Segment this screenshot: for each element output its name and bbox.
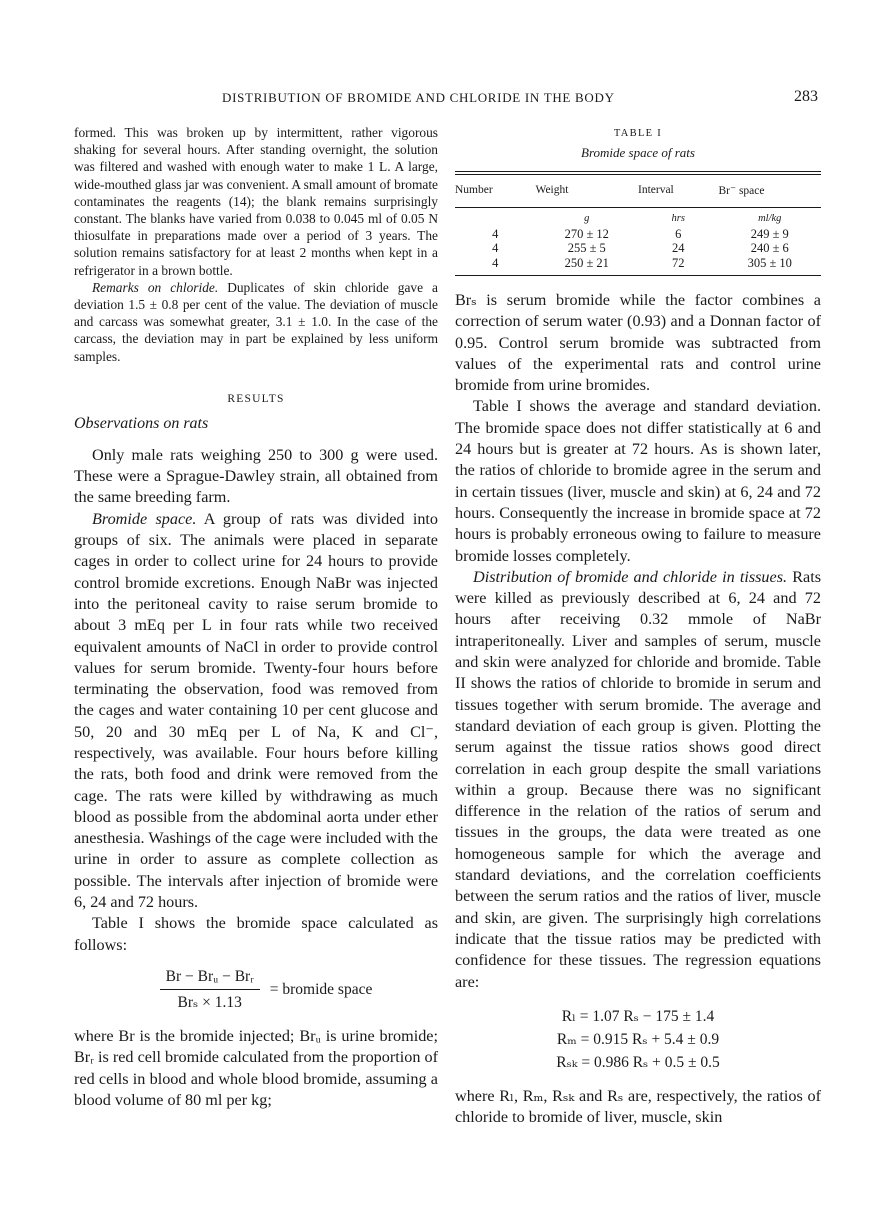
paragraph-brs: Brₛ is serum bromide while the factor combines a correction of serum water (0.93) and a Donnan factor of 0.95. Control serum bromide was subtracted from values of the experimental rats and control urine bromide from urine bromides. <box>455 291 821 395</box>
bromide-space-text: A group of rats was divided into groups of six. The animals were placed in separate cages in order to collect urine for 24 hours to provide control bromide excretions. Enough NaBr was injected into the peritoneal cavity to raise serum bromide to about 3 mEq per L in four rats while two received equivalent amounts of NaCl in order to provide control values for serum bromide. Twenty-four hours before terminating the observation, food was removed from the cages and water containing 10 per cent glucose and 50, 20 and 30 mEq per L of Na, K and Cl⁻, respectively, was available. Four hours before killing the rats, both food and drink were removed from the cage. The rats were killed by withdrawing as much blood as possible from the abdominal aorta under ether anesthesia. Washings of the cage were included with the urine in order to assure as complete collection as possible. The intervals after injection of bromide were 6, 24 and 72 hours. <box>74 509 438 912</box>
table-row <box>455 241 821 256</box>
cell-interval: 24 <box>671 241 685 255</box>
cell-number: 4 <box>492 241 499 255</box>
unit-interval: hrs <box>671 213 685 224</box>
paragraph-where-br: where Br is the bromide injected; Brᵤ is urine bromide; Brᵣ is red cell bromide calculated from the proportion of red cells in blood and whole blood bromide, assuming a blood volume of 80 ml per kg; <box>74 1026 438 1109</box>
cell-interval: 6 <box>675 226 682 241</box>
results-body <box>74 445 438 1111</box>
table-title: Bromide space of rats <box>581 145 695 160</box>
cell-number: 4 <box>492 255 499 270</box>
page-header <box>74 90 818 112</box>
equation-skin: Rₛₖ = 0.986 Rₛ + 0.5 ± 0.5 <box>556 1053 720 1071</box>
cell-br-space: 305 ± 10 <box>747 255 792 270</box>
distribution-text: Rats were killed as previously described at 6, 24 and 72 hours after receiving 0.32 mmole of NaBr intraperitoneally. Liver and samples of serum, muscle and skin were analyzed for chloride and bromide. Table II shows the ratios of chloride to bromide in serum and tissues together with serum bromide. The average and standard deviation of each group is given. Plotting the serum against the tissue ratios shows good direct correlation in each group despite the small variations within a group. Because there was no significant difference in the relation of the ratios of serum and tissues in the groups, the data were treated as one homogeneous sample for which the average and standard deviations, and the correlation coefficients between the serum ratios and the ratios of liver, muscle and skin, are given. The surprisingly high correlations indicate that the tissue ratios may be predicted with confidence for these tissues. The regression equations are: <box>455 567 821 991</box>
bromide-space-title: Bromide space. <box>92 509 197 528</box>
unit-number <box>455 208 536 227</box>
running-head: DISTRIBUTION OF BROMIDE AND CHLORIDE IN THE BODY <box>222 90 615 105</box>
equation-muscle: Rₘ = 0.915 Rₛ + 5.4 ± 0.9 <box>556 1030 720 1048</box>
remarks-title: Remarks on chloride. <box>92 279 219 295</box>
table-header-row <box>455 175 821 207</box>
cell-weight: 255 ± 5 <box>567 241 606 255</box>
table-units-row <box>455 208 821 227</box>
formula-fraction <box>160 968 260 1012</box>
paragraph-where-r: where Rₗ, Rₘ, Rₛₖ and Rₛ are, respectively, the ratios of chloride to bromide of liver, muscle, skin <box>455 1086 821 1127</box>
cell-br-space: 249 ± 9 <box>750 226 789 241</box>
remarks-text: Duplicates of skin chloride gave a deviation 1.5 ± 0.8 per cent of the value. The deviation of muscle and carcass was somewhat greater, 3.1 ± 1.0. In the case of the carcass, the deviation may in part be explained by less uniform samples. <box>74 279 438 364</box>
paragraph-table-shows: Table I shows the bromide space calculated as follows: <box>74 914 438 954</box>
paragraph-table1-shows: Table I shows the average and standard deviation. The bromide space does not differ statistically at 6 and 24 hours but is greater at 72 hours. As is shown later, the ratios of chloride to bromide agree in the serum and in certain tissues (liver, muscle and skin) at 6, 24 and 72 hours. Consequently the increase in bromide space at 72 hours is probably erroneous owing to failure to measure bromide losses completely. <box>455 397 821 565</box>
cell-weight: 250 ± 21 <box>564 255 609 270</box>
cell-interval: 72 <box>671 255 685 270</box>
distribution-title: Distribution of bromide and chloride in tissues. <box>473 567 788 586</box>
table-row <box>455 227 821 242</box>
header-interval: Interval <box>637 184 674 196</box>
unit-br-space: ml/kg <box>758 213 782 224</box>
paragraph-only-male: Only male rats weighing 250 to 300 g were used. These were a Sprague-Dawley strain, all obtained from the same breeding farm. <box>74 445 438 507</box>
table-1 <box>455 128 821 276</box>
left-column <box>74 124 438 1111</box>
observations-heading: Observations on rats <box>74 414 209 432</box>
results-heading: RESULTS <box>227 392 285 405</box>
paragraph-formed: formed. This was broken up by intermittent, rather vigorous shaking for several hours. After standing overnight, the solution was filtered and washed with enough water to make 1 L. A large, wide-mouthed glass jar was convenient. A small amount of bromate contaminates the reagents (14); the blank remains surprisingly constant. The blanks have varied from 0.038 to 0.045 ml of 0.05 N thiosulfate in preparations made over a period of 3 years. The solution remains satisfactory for at least 2 months when kept in a refrigerator in a brown bottle. <box>74 125 438 278</box>
right-body <box>455 290 821 1128</box>
cell-br-space: 240 ± 6 <box>750 241 789 255</box>
table-row <box>455 256 821 271</box>
table-bottom-rule <box>455 275 821 276</box>
bromide-space-formula <box>94 968 438 1012</box>
paragraph-distribution <box>455 567 821 993</box>
cell-weight: 270 ± 12 <box>564 226 609 241</box>
formula-rhs: = bromide space <box>269 980 373 998</box>
right-column <box>455 124 821 1128</box>
methods-continuation <box>74 124 438 365</box>
cell-number: 4 <box>492 226 499 241</box>
bromide-space-table <box>455 175 821 270</box>
regression-equations <box>455 1005 821 1074</box>
header-weight: Weight <box>535 184 569 196</box>
paragraph-bromide-space <box>74 509 438 914</box>
formula-denominator: Brₛ × 1.13 <box>177 993 242 1011</box>
header-number: Number <box>455 184 493 196</box>
unit-weight: g <box>584 213 590 224</box>
table-label: TABLE I <box>613 128 663 139</box>
header-br-space: Br⁻ space <box>718 185 765 197</box>
equation-liver: Rₗ = 1.07 Rₛ − 175 ± 1.4 <box>561 1007 715 1025</box>
paragraph-remarks-on-chloride <box>74 279 438 365</box>
page-number: 283 <box>794 88 818 105</box>
formula-numerator: Br − Brᵤ − Brᵣ <box>160 968 260 990</box>
